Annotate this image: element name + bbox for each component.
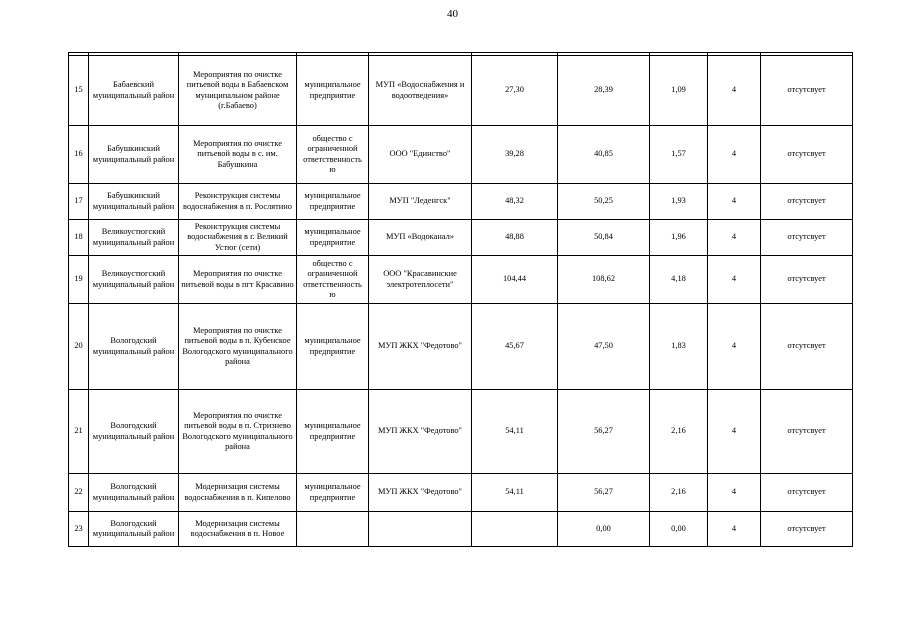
- value-2-cell: 47,50: [558, 304, 650, 390]
- table-row: [69, 256, 853, 304]
- district-cell: Бабаевский муниципальный район: [89, 56, 179, 126]
- measure-cell: Модернизация системы водоснабжения в п. Новое: [179, 512, 297, 547]
- note-cell: отсутсвует: [761, 474, 853, 512]
- note-cell: отсутсвует: [761, 56, 853, 126]
- value-1-cell: 45,67: [472, 304, 558, 390]
- row-number: 17: [69, 184, 89, 220]
- value-1-cell: 104,44: [472, 256, 558, 304]
- row-number: 21: [69, 390, 89, 474]
- row-number: 22: [69, 474, 89, 512]
- table-row: [69, 474, 853, 512]
- measure-cell: Мероприятия по очистке питьевой воды в п. Кубенское Вологодского муниципального района: [179, 304, 297, 390]
- value-2-cell: 0,00: [558, 512, 650, 547]
- org-form-cell: муниципальное предприятие: [297, 184, 369, 220]
- org-form-cell: муниципальное предприятие: [297, 390, 369, 474]
- org-form-cell: муниципальное предприятие: [297, 220, 369, 256]
- organization-cell: [369, 512, 472, 547]
- value-2-cell: 50,25: [558, 184, 650, 220]
- note-cell: отсутсвует: [761, 390, 853, 474]
- value-3-cell: 1,09: [650, 56, 708, 126]
- value-1-cell: 39,28: [472, 126, 558, 184]
- value-3-cell: 1,83: [650, 304, 708, 390]
- value-3-cell: 0,00: [650, 512, 708, 547]
- organization-cell: МУП ЖКХ "Федотово": [369, 474, 472, 512]
- organization-cell: МУП "Леденгск": [369, 184, 472, 220]
- measure-cell: Реконструкция системы водоснабжения в п. Рослятино: [179, 184, 297, 220]
- district-cell: Великоустюгский муниципальный район: [89, 256, 179, 304]
- value-3-cell: 2,16: [650, 390, 708, 474]
- value-3-cell: 1,96: [650, 220, 708, 256]
- value-2-cell: 108,62: [558, 256, 650, 304]
- note-cell: отсутсвует: [761, 512, 853, 547]
- value-3-cell: 1,93: [650, 184, 708, 220]
- district-cell: Вологодский муниципальный район: [89, 512, 179, 547]
- org-form-cell: [297, 512, 369, 547]
- measure-cell: Мероприятия по очистке питьевой воды в п. Стризнево Вологодского муниципального района: [179, 390, 297, 474]
- district-cell: Вологодский муниципальный район: [89, 304, 179, 390]
- note-cell: отсутсвует: [761, 220, 853, 256]
- value-4-cell: 4: [708, 256, 761, 304]
- page-number: 40: [447, 8, 458, 20]
- district-cell: Великоустюгский муниципальный район: [89, 220, 179, 256]
- value-4-cell: 4: [708, 474, 761, 512]
- value-3-cell: 1,57: [650, 126, 708, 184]
- organization-cell: МУП «Водоканал»: [369, 220, 472, 256]
- value-1-cell: [472, 512, 558, 547]
- note-cell: отсутсвует: [761, 184, 853, 220]
- measure-cell: Модернизация системы водоснабжения в п. Кипелово: [179, 474, 297, 512]
- value-2-cell: 28,39: [558, 56, 650, 126]
- org-form-cell: муниципальное предприятие: [297, 304, 369, 390]
- table-row: [69, 390, 853, 474]
- value-4-cell: 4: [708, 56, 761, 126]
- measure-cell: Мероприятия по очистке питьевой воды в с. им. Бабушкина: [179, 126, 297, 184]
- org-form-cell: общество с ограниченной ответственность ю: [297, 256, 369, 304]
- organization-cell: ООО "Красавинские электротеплосети": [369, 256, 472, 304]
- measure-cell: Реконструкция системы водоснабжения в г. Великий Устюг (сети): [179, 220, 297, 256]
- org-form-cell: муниципальное предприятие: [297, 56, 369, 126]
- registry-table: [68, 52, 853, 547]
- district-cell: Бабушкинский муниципальный район: [89, 126, 179, 184]
- note-cell: отсутсвует: [761, 256, 853, 304]
- row-number: 18: [69, 220, 89, 256]
- district-cell: Бабушкинский муниципальный район: [89, 184, 179, 220]
- value-3-cell: 4,18: [650, 256, 708, 304]
- value-1-cell: 48,32: [472, 184, 558, 220]
- value-1-cell: 54,11: [472, 474, 558, 512]
- row-number: 19: [69, 256, 89, 304]
- value-4-cell: 4: [708, 220, 761, 256]
- row-number: 20: [69, 304, 89, 390]
- value-2-cell: 56,27: [558, 474, 650, 512]
- table-row: [69, 126, 853, 184]
- note-cell: отсутсвует: [761, 126, 853, 184]
- value-1-cell: 54,11: [472, 390, 558, 474]
- measure-cell: Мероприятия по очистке питьевой воды в Бабаевском муниципальном районе (г.Бабаево): [179, 56, 297, 126]
- value-4-cell: 4: [708, 512, 761, 547]
- table-row: [69, 220, 853, 256]
- value-3-cell: 2,16: [650, 474, 708, 512]
- org-form-cell: муниципальное предприятие: [297, 474, 369, 512]
- value-4-cell: 4: [708, 390, 761, 474]
- note-cell: отсутсвует: [761, 304, 853, 390]
- table-row: [69, 184, 853, 220]
- value-4-cell: 4: [708, 304, 761, 390]
- value-1-cell: 27,30: [472, 56, 558, 126]
- organization-cell: МУП «Водоснабжения и водоотведения»: [369, 56, 472, 126]
- value-2-cell: 40,85: [558, 126, 650, 184]
- row-number: 23: [69, 512, 89, 547]
- value-2-cell: 56,27: [558, 390, 650, 474]
- value-2-cell: 50,84: [558, 220, 650, 256]
- org-form-cell: общество с ограниченной ответственность ю: [297, 126, 369, 184]
- measure-cell: Мероприятия по очистке питьевой воды в пгт Красавино: [179, 256, 297, 304]
- value-1-cell: 48,88: [472, 220, 558, 256]
- organization-cell: ООО "Единство": [369, 126, 472, 184]
- row-number: 15: [69, 56, 89, 126]
- row-number: 16: [69, 126, 89, 184]
- district-cell: Вологодский муниципальный район: [89, 390, 179, 474]
- table-row: [69, 56, 853, 126]
- district-cell: Вологодский муниципальный район: [89, 474, 179, 512]
- organization-cell: МУП ЖКХ "Федотово": [369, 390, 472, 474]
- table-row: [69, 512, 853, 547]
- value-4-cell: 4: [708, 126, 761, 184]
- organization-cell: МУП ЖКХ "Федотово": [369, 304, 472, 390]
- value-4-cell: 4: [708, 184, 761, 220]
- table-row: [69, 304, 853, 390]
